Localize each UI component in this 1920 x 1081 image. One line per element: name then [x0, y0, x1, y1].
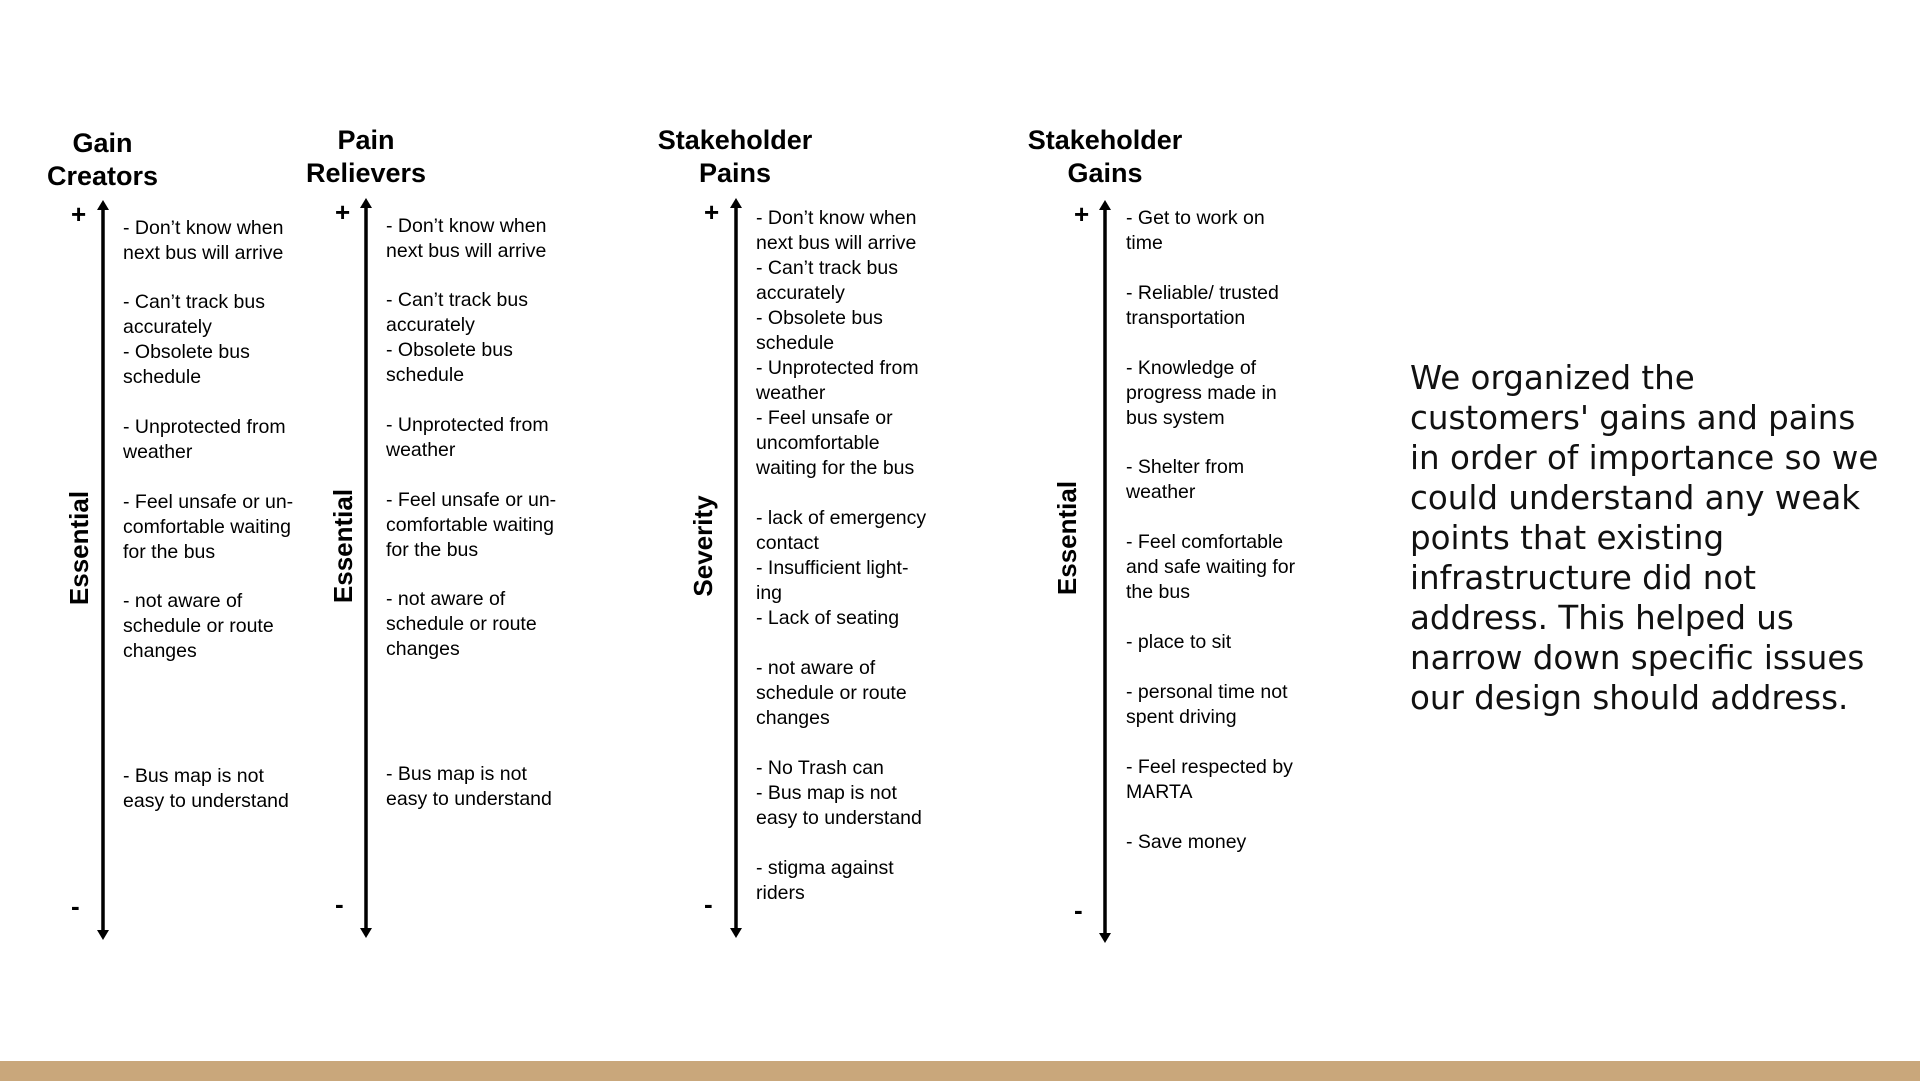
- plus-sign: +: [1074, 199, 1090, 229]
- list-item: - not aware of schedule or route changes: [756, 657, 907, 729]
- list-item: - Bus map is not easy to understand: [756, 782, 922, 829]
- list-item: - Insufficient light- ing: [756, 557, 909, 604]
- column-title-stakeholder-pains: Stakeholder Pains: [657, 125, 813, 188]
- list-item: - Bus map is not easy to understand: [123, 765, 289, 812]
- list-item: - Bus map is not easy to understand: [386, 763, 552, 810]
- list-item: - Get to work on time: [1126, 207, 1265, 254]
- list-item: - Can’t track bus accurately: [123, 291, 265, 338]
- list-item: - Shelter from weather: [1126, 456, 1245, 503]
- list-item: - place to sit: [1126, 631, 1232, 653]
- list-item: - Feel respected by MARTA: [1126, 756, 1293, 803]
- list-item: - not aware of schedule or route changes: [123, 590, 274, 662]
- list-item: - Don’t know when next bus will arrive: [386, 215, 547, 262]
- axis-label-essential: Essential: [64, 490, 94, 606]
- list-item: - Feel comfortable and safe waiting for the bus: [1126, 531, 1296, 603]
- list-item: - Reliable/ trusted transportation: [1126, 282, 1279, 329]
- list-item: - personal time not spent driving: [1126, 681, 1288, 728]
- axis-label-essential: Essential: [1052, 480, 1082, 596]
- list-item: - Can’t track bus accurately: [756, 257, 898, 304]
- list-item: - Obsolete bus schedule: [756, 307, 883, 354]
- minus-sign: -: [335, 889, 344, 919]
- list-item: - Don’t know when next bus will arrive: [123, 217, 284, 264]
- plus-sign: +: [335, 197, 351, 227]
- list-item: - Unprotected from weather: [123, 416, 286, 463]
- list-item: - stigma against riders: [756, 857, 894, 904]
- list-item: - Feel unsafe or uncomfortable waiting for the bus: [756, 407, 915, 479]
- minus-sign: -: [71, 891, 80, 921]
- list-item: - Unprotected from weather: [386, 414, 549, 461]
- plus-sign: +: [71, 199, 87, 229]
- axis-label-severity: Severity: [688, 495, 718, 597]
- list-item: - Feel unsafe or un- comfortable waiting for the bus: [386, 489, 557, 561]
- list-item: - Unprotected from weather: [756, 357, 919, 404]
- column-title-pain-relievers: Pain Relievers: [305, 125, 427, 188]
- list-item: - Can’t track bus accurately: [386, 289, 528, 336]
- list-item: - Lack of seating: [756, 607, 900, 629]
- list-item: - Don’t know when next bus will arrive: [756, 207, 917, 254]
- list-item: - Save money: [1126, 831, 1247, 853]
- list-item: - Knowledge of progress made in bus system: [1126, 357, 1277, 429]
- minus-sign: -: [704, 889, 713, 919]
- column-title-gain-creators: Gain Creators: [46, 128, 159, 191]
- axis-label-essential: Essential: [328, 488, 358, 604]
- list-item: - Feel unsafe or un- comfortable waiting for the bus: [123, 491, 294, 563]
- column-title-stakeholder-gains: Stakeholder Gains: [1027, 125, 1183, 188]
- list-item: - Obsolete bus schedule: [123, 341, 250, 388]
- list-item: - lack of emergency contact: [756, 507, 927, 554]
- list-item: - not aware of schedule or route changes: [386, 588, 537, 660]
- plus-sign: +: [704, 197, 720, 227]
- footer-bar: [0, 1061, 1920, 1081]
- list-item: - Obsolete bus schedule: [386, 339, 513, 386]
- list-item: - No Trash can: [756, 757, 884, 779]
- minus-sign: -: [1074, 895, 1083, 925]
- description-paragraph: We organized the customers' gains and pains in order of importance so we could understand any weak points that existing infrastructure did not address. This helped us narrow down specific issues our design should address.: [1410, 359, 1879, 717]
